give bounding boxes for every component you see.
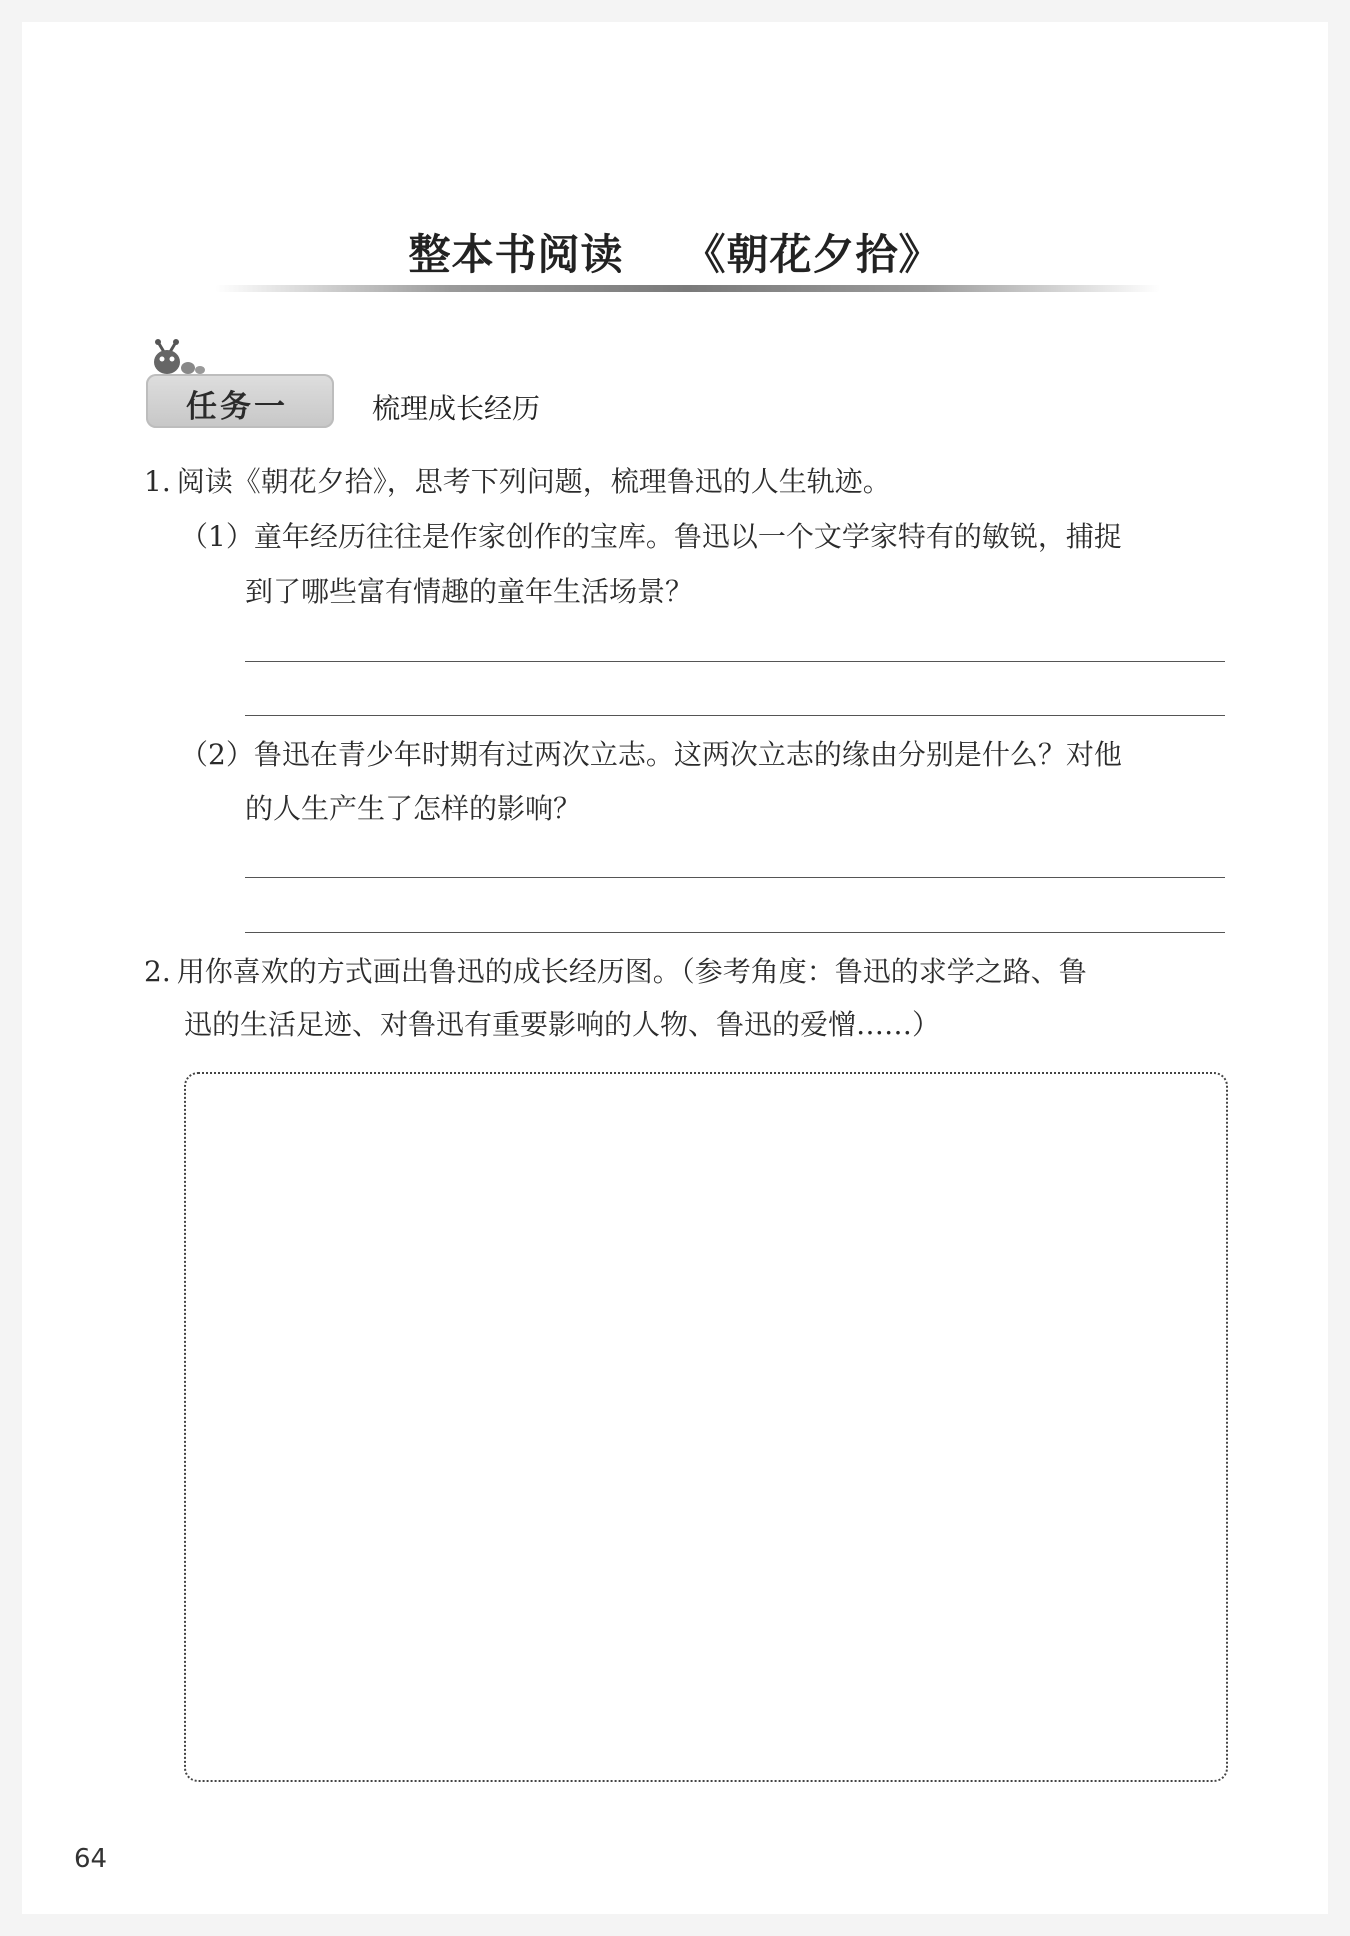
question-1-2-line1 — [180, 735, 1122, 775]
question-1-text: 阅读《朝花夕拾》，思考下列问题，梳理鲁迅的人生轨迹。 — [176, 465, 891, 498]
question-2-number: 2. — [144, 955, 171, 988]
question-1 — [144, 462, 891, 502]
question-1-1-text1: 童年经历往往是作家创作的宝库。鲁迅以一个文学家特有的敏锐，捕捉 — [253, 520, 1122, 553]
question-1-2-number: （2） — [180, 738, 254, 771]
drawing-area[interactable] — [184, 1072, 1228, 1782]
question-2-line1 — [144, 952, 1087, 992]
task-subtitle: 梳理成长经历 — [372, 392, 541, 425]
title-part1: 整本书阅读 — [408, 230, 624, 279]
question-1-1-line1 — [180, 517, 1122, 557]
question-2-line2: 迅的生活足迹、对鲁迅有重要影响的人物、鲁迅的爱憎……） — [184, 1008, 941, 1041]
question-1-number: 1. — [144, 465, 171, 498]
question-1-2-text1: 鲁迅在青少年时期有过两次立志。这两次立志的缘由分别是什么？对他 — [253, 738, 1122, 771]
answer-line[interactable] — [245, 661, 1225, 662]
page-number: 64 — [74, 1844, 108, 1874]
task-badge-label: 任务一 — [186, 389, 288, 425]
question-1-2-line2: 的人生产生了怎样的影响？ — [245, 792, 582, 825]
mascot-icon — [152, 338, 210, 378]
title-divider — [215, 285, 1160, 292]
title-part2: 《朝花夕拾》 — [683, 230, 942, 279]
question-2-text1: 用你喜欢的方式画出鲁迅的成长经历图。（参考角度：鲁迅的求学之路、鲁 — [176, 955, 1087, 988]
question-1-1-number: （1） — [180, 520, 254, 553]
answer-line[interactable] — [245, 715, 1225, 716]
answer-line[interactable] — [245, 877, 1225, 878]
question-1-1-line2: 到了哪些富有情趣的童年生活场景？ — [245, 575, 694, 608]
page-title — [0, 222, 1350, 282]
task-badge — [146, 374, 334, 428]
answer-line[interactable] — [245, 932, 1225, 933]
